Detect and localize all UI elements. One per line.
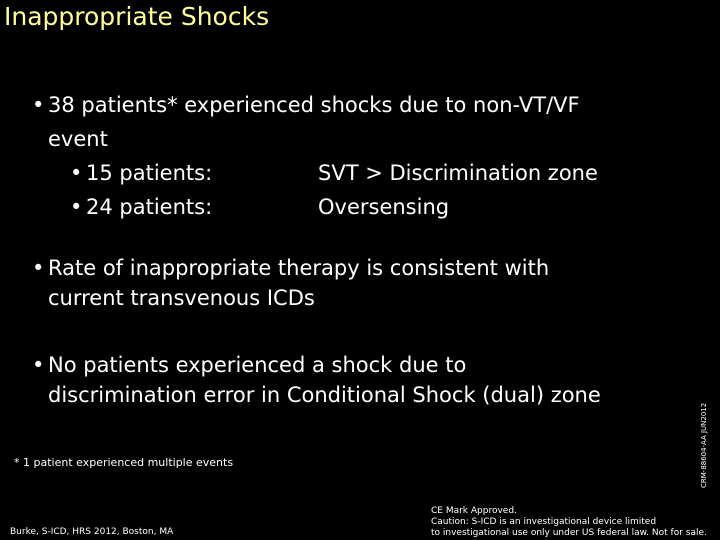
bullet-text: Rate of inappropriate therapy is consistent with — [48, 256, 550, 280]
bullet-dot: • — [32, 256, 45, 280]
sub-bullet-oversensing — [32, 190, 672, 224]
bullet-dot: • — [70, 195, 83, 219]
bullet-dot: • — [32, 353, 45, 377]
sub-bullet-label: 15 patients: — [86, 161, 213, 185]
bullet-dot: • — [70, 161, 83, 185]
bullet-dot: • — [32, 93, 45, 117]
disclaimer-line: to investigational use only under US federal law. Not for sale. — [431, 528, 707, 538]
disclaimer-line: Caution: S-ICD is an investigational device limited — [431, 517, 657, 527]
bullet-text-continued: discrimination error in Conditional Shock (dual) zone — [48, 383, 601, 407]
regulatory-disclaimer — [431, 506, 707, 539]
bullet-text-continued: event — [48, 127, 108, 151]
bullet-text-continued: current transvenous ICDs — [48, 286, 315, 310]
bullet-rate — [32, 253, 672, 313]
footnote: * 1 patient experienced multiple events — [14, 456, 234, 469]
sub-bullet-svt — [32, 156, 672, 190]
sub-bullet-value: Oversensing — [318, 195, 450, 219]
sub-bullet-value: SVT > Discrimination zone — [318, 161, 598, 185]
disclaimer-line: CE Mark Approved. — [431, 506, 517, 516]
bullet-text: 38 patients* experienced shocks due to non-VT/VF — [48, 93, 580, 117]
citation: Burke, S-ICD, HRS 2012, Boston, MA — [10, 527, 174, 537]
document-code: CRM-88604-AA JUN2012 — [700, 402, 708, 488]
slide-title: Inappropriate Shocks — [4, 2, 270, 31]
bullet-shocks — [32, 88, 672, 224]
sub-bullet-label: 24 patients: — [86, 195, 213, 219]
bullet-discrimination — [32, 350, 692, 410]
bullet-text: No patients experienced a shock due to — [48, 353, 467, 377]
